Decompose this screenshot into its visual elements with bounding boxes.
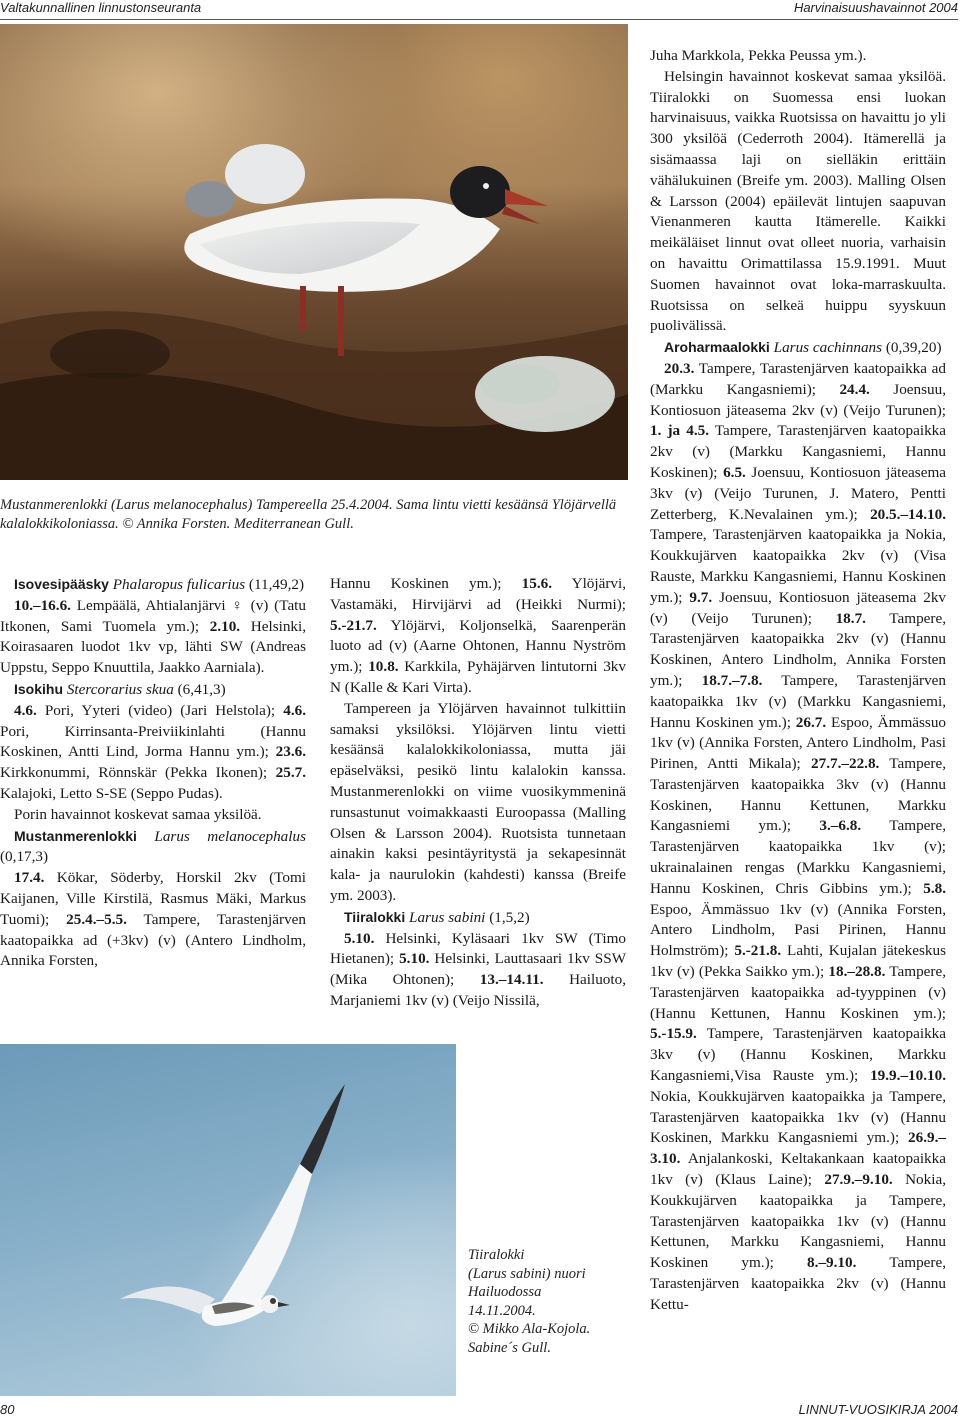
species-heading-caspian-gull: Aroharmaalokki Larus cachinnans (0,39,20) xyxy=(664,339,942,357)
photo-caption-2 xyxy=(468,1246,628,1357)
caption2-line-5: © Mikko Ala-Kojola. xyxy=(468,1321,591,1337)
mediterranean-gull-photo xyxy=(0,24,628,480)
photo-caption-1: Mustanmerenlokki (Larus melanocephalus) Tampereella 25.4.2004. Sama lintu vietti kesäänsä Ylöjärvellä kalalokkikoloniassa. © Annika Forsten. Mediterranean Gull. xyxy=(0,497,617,532)
species-records-sabines-gull-cont: Juha Markkola, Pekka Peussa ym.). xyxy=(650,47,867,64)
running-header-right: Harvinaisuushavainnot 2004 xyxy=(793,0,958,15)
caption2-line-3: Hailuodossa xyxy=(468,1284,542,1300)
species-heading-grey-phalarope: Isovesipääsky Phalaropus fulicarius (11,49,2) xyxy=(14,576,305,593)
species-records-mediterranean-gull: 17.4. Kökar, Söderby, Horskil 2kv (Tomi Kaijanen, Ville Kirstilä, Rasmus Mäki, Markus Tuomi); 25.4.–5.5. Tampere, Tarastenjärven kaatopaikka ad (+3kv) (v) (Antero Lindholm, Annika Forsten, xyxy=(0,869,306,970)
page-number: 80 xyxy=(0,1402,15,1417)
caption2-line-2: (Larus sabini) nuori xyxy=(468,1265,586,1282)
caption2-line-1: Tiiralokki xyxy=(468,1247,525,1263)
species-records-mediterranean-gull-cont: Hannu Koskinen ym.); 15.6. Ylöjärvi, Vastamäki, Hirvijärvi ad (Heikki Nurmi); 5.-21.7. Ylöjärvi, Koljonselkä, Saarenperän luoto ad (v) (Aarne Ohtonen, Hannu Nyström ym.); 10.8. Karkkila, Pyhäjärven lintutorni 3kv N (Kalle & Kari Virta). xyxy=(330,575,627,696)
text-column-1 xyxy=(0,574,306,972)
species-heading-sabines-gull: Tiiralokki Larus sabini (1,5,2) xyxy=(344,908,530,926)
species-records-grey-phalarope: 10.–16.6. Lempäälä, Ahtialanjärvi ♀ (v) (Tatu Itkonen, Sami Tuomela ym.); 2.10. Helsinki, Koirasaaren luodot 1kv vp, lähti SW (Andreas Uppstu, Seppo Knuuttila, Jaakko Aarniala). xyxy=(0,596,307,677)
sabines-gull-photo xyxy=(0,1044,456,1396)
note-great-skua: Porin havainnot koskevat samaa yksilöä. xyxy=(14,805,262,823)
species-records-caspian-gull: 20.3. Tampere, Tarastenjärven kaatopaikka ad (Markku Kangasniemi); 24.4. Joensuu, Kontiosuon jäteasema 2kv (v) (Veijo Turunen); 1. ja 4.5. Tampere, Tarastenjärven kaatopaikka 2kv (v) (Markku Kangasniemi, Hannu Koskinen); 6.5. Joensuu, Kontiosuon jäteasema 3kv (v) (Veijo Turunen, J. Matero, Pentti Zetterberg, K.Nevalainen ym.); 20.5.–14.10. Tampere, Tarastenjärven kaatopaikka ja Nokia, Koukkujärven kaatopaikka 2kv (v) (Visa Rauste, Markku Kangasniemi, Hannu Koskinen ym.); 9.7. Joensuu, Kontiosuon jäteasema 2kv (v) (Veijo Turunen); 18.7. Tampere, Tarastenjärven kaatopaikka 2kv (v) (Hannu Koskinen, Antero Lindholm, Annika Forsten ym.); 18.7.–7.8. Tampere, Tarastenjärven kaatopaikka 1kv (v) (Markku Kangasniemi, Hannu Koskinen ym.); 26.7. Espoo, Ämmässuo 1kv (v) (Annika Forsten, Antero Lindholm, Pasi Pirinen, Antti Mikala); 27.7.–22.8. Tampere, Tarastenjärven kaatopaikka 3kv (v) (Hannu Koskinen, Hannu Kettunen, Markku Kangasniemi ym.); 3.–6.8. Tampere, Tarastenjärven kaatopaikka 1kv (v); ukrainalainen rengas (Markku Kangasniemi, Hannu Koskinen, Chris Gibbins ym.); 5.8. Espoo, Ämmässuo 1kv (v) (Annika Forsten, Antero Lindholm, Pasi Pirinen, Hannu Holmström); 5.-21.8. Lahti, Kujalan jätekeskus 1kv (v) (Pekka Saikko ym.); 18.–28.8. Tampere, Tarastenjärven kaatopaikka ad-tyyppinen (v) (Hannu Kettunen, Hannu Koskinen ym.); 5.-15.9. Tampere, Tarastenjärven kaatopaikka 3kv (v) (Hannu Koskinen, Markku Kangasniemi,Visa Rauste ym.); 19.9.–10.10. Nokia, Koukkujärven kaatopaikka ja Tampere, Tarastenjärven kaatopaikka 1kv (v) (Hannu Koskinen, Markku Kangasniemi ym.); 26.9.–3.10. Anjalankoski, Keltakankaan kaatopaikka 1kv (v) (Klaus Laine); 27.9.–9.10. Nokia, Koukkujärven kaatopaikka ja Tampere, Tarastenjärven kaatopaikka 1kv (v) (Hannu Kettunen, Markku Kangasniemi, Hannu Koskinen ym.); 8.–9.10. Tampere, Tarastenjärven kaatopaikka 2kv (v) (Hannu Kettu- xyxy=(650,359,947,1313)
caption2-line-4: 14.11.2004. xyxy=(468,1302,536,1319)
running-header-left: Valtakunnallinen linnustonseuranta xyxy=(0,0,202,15)
caption2-line-6: Sabine´s Gull. xyxy=(468,1339,551,1356)
publication-name: LINNUT-VUOSIKIRJA 2004 xyxy=(798,1402,958,1417)
species-heading-great-skua: Isokihu Stercorarius skua (6,41,3) xyxy=(14,680,226,698)
species-heading-mediterranean-gull: Mustanmerenlokki Larus melanocephalus (0,17,3) xyxy=(0,827,306,866)
text-column-2 xyxy=(330,574,626,1012)
note-sabines-gull: Helsingin havainnot koskevat samaa yksilöä. Tiiralokki on Suomessa ensi luokan harvinaisuus, vaikka Ruotsissa on havaittu jo yli 300 yksilöä (Cederroth 2004). Itämerellä ja sisämaassa laji on sielläkin erittäin vähälukuinen (Breife ym. 2003). Malling Olsen & Larsson (2004) epäilevät lintujen saapuvan Vienanmeren kautta Itämerelle. Kaikki meikäläiset linnut ovat olleet nuoria, varhaisin on havaittu Orimattilassa 15.9.1991. Muut Suomen havainnot ovat loka-marraskuulta. Ruotsissa on selkeä huippu syyskuun puolivälissä. xyxy=(650,67,946,335)
species-records-great-skua: 4.6. Pori, Yyteri (video) (Jari Helstola); 4.6. Pori, Kirrinsanta-Preiviikinlahti (Hannu Koskinen, Antti Lind, Jorma Hannu ym.); 23.6. Kirkkonummi, Rönnskär (Pekka Ikonen); 25.7. Kalajoki, Letto S-SE (Seppo Pudas). xyxy=(0,701,306,802)
species-records-sabines-gull: 5.10. Helsinki, Kyläsaari 1kv SW (Timo Hietanen); 5.10. Helsinki, Lauttasaari 1kv SSW (Mika Ohtonen); 13.–14.11. Hailuoto, Marjaniemi 1kv (v) (Veijo Nissilä, xyxy=(330,929,627,1009)
header-rule xyxy=(0,19,958,20)
text-column-3 xyxy=(650,46,946,1316)
note-mediterranean-gull: Tampereen ja Ylöjärven havainnot tulkittiin samaksi yksilöksi. Ylöjärven lintu vietti kesäänsä kalalokkikoloniassa, mutta jäi epäselväksi, pesikö lintu kalalokin kanssa. Mustanmerenlokki on viime vuosikymmeninä runsastunut voimakkaasti Euroopassa (Malling Olsen & Larsson 2004). Ruotsista tunnetaan ainakin kaksi pesintäyritystä ja sekapesinnät kala- ja naurulokin (kahdesti) kanssa (Breife ym. 2003). xyxy=(330,699,626,904)
